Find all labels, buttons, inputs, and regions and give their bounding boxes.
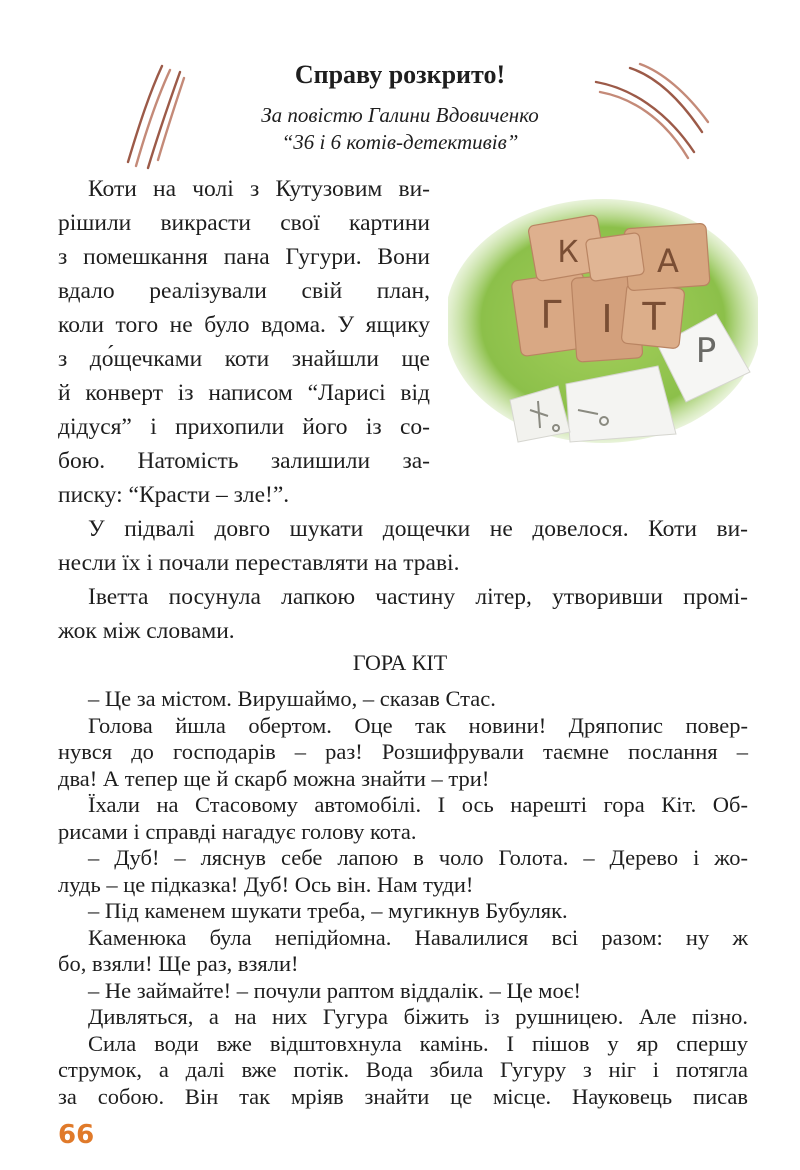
text-line: Іветта посунула лапкою частину літер, утворивши промі- [88,584,748,610]
text-line: писку: “Красти – зле!”. [58,482,290,508]
letter-tile [585,232,644,281]
text-line: Сила води вже відштовхнула камінь. І пішов у яр спершу [88,1030,748,1056]
text-line: за собою. Він так мріяв знайти це місце. Науковець писав [58,1083,748,1109]
text-line: – Дуб! – ляснув себе лапою в чоло Голота. – Дерево і жо- [88,845,748,870]
story-source-book: “36 і 6 котів-детективів” [281,130,519,154]
text-line: жок між словами. [58,618,235,644]
text-line: рисами і справді нагадує голову кота. [58,818,417,844]
story-title: Справу розкрито! [294,60,506,89]
text-line: струмок, а далі вже потік. Вода збила Гугуру з ніг і потягла [58,1057,748,1082]
text-line: й конверт із написом “Ларисі від [58,380,430,406]
tile-letter: А [657,242,679,280]
tile-letter: І [601,297,613,341]
text-line: бо, взяли! Ще раз, взяли! [58,951,299,976]
text-line: два! А тепер ще й скарб можна знайти – три! [58,765,490,791]
text-line: бою. Натомість залишили за- [58,448,430,474]
text-line: Дивляться, а на них Гугура біжить із рушницею. Але пізно. [88,1004,748,1029]
text-line: Голова йшла обертом. Оце так новини! Дряпопис повер- [88,712,748,738]
page-number: 66 [58,1120,95,1150]
text-line: – Не займайте! – почули раптом віддалік. – Це моє! [88,977,581,1003]
text-line: коли того не було вдома. У ящику [58,312,430,338]
text-line: Каменюка була непідйомна. Навалилися всі разом: ну ж [88,924,748,950]
text-line: У підвалі довго шукати дощечки не довелося. Коти ви- [88,516,748,542]
story-source-author: За повістю Галини Вдовиченко [261,103,539,127]
text-line: – Це за містом. Вирушаймо, – сказав Стас. [88,686,496,711]
text-line: лудь – це підказка! Дуб! Ось він. Нам туди! [58,871,474,897]
tile-letter: Г [540,293,564,337]
text-line: рішили викрасти свої картини [58,210,430,236]
text-line: Коти на чолі з Кутузовим ви- [88,176,430,202]
text-line: вдало реалізували свій план, [58,278,430,304]
tile-letter: К [557,235,579,270]
text-line: нувся до господарів – раз! Розшифрували таємне послання – [58,739,748,764]
text-line: несли їх і почали переставляти на траві. [58,550,460,576]
text-line: Їхали на Стасовому автомобілі. І ось нарешті гора Кіт. Об- [88,792,748,817]
paper-letter: Р [695,331,717,371]
tile-letter: Т [642,295,666,339]
letter-tiles-illustration [448,196,758,446]
text-line: дідуся” і прихопили його із со- [58,414,430,440]
decoded-message: ГОРА КІТ [352,650,448,675]
text-line: – Під каменем шукати треба, – мугикнув Бубуляк. [88,898,568,923]
text-line: з помешкання пана Гугури. Вони [58,244,430,270]
text-line: з до́щечками коти знайшли ще [58,346,430,372]
